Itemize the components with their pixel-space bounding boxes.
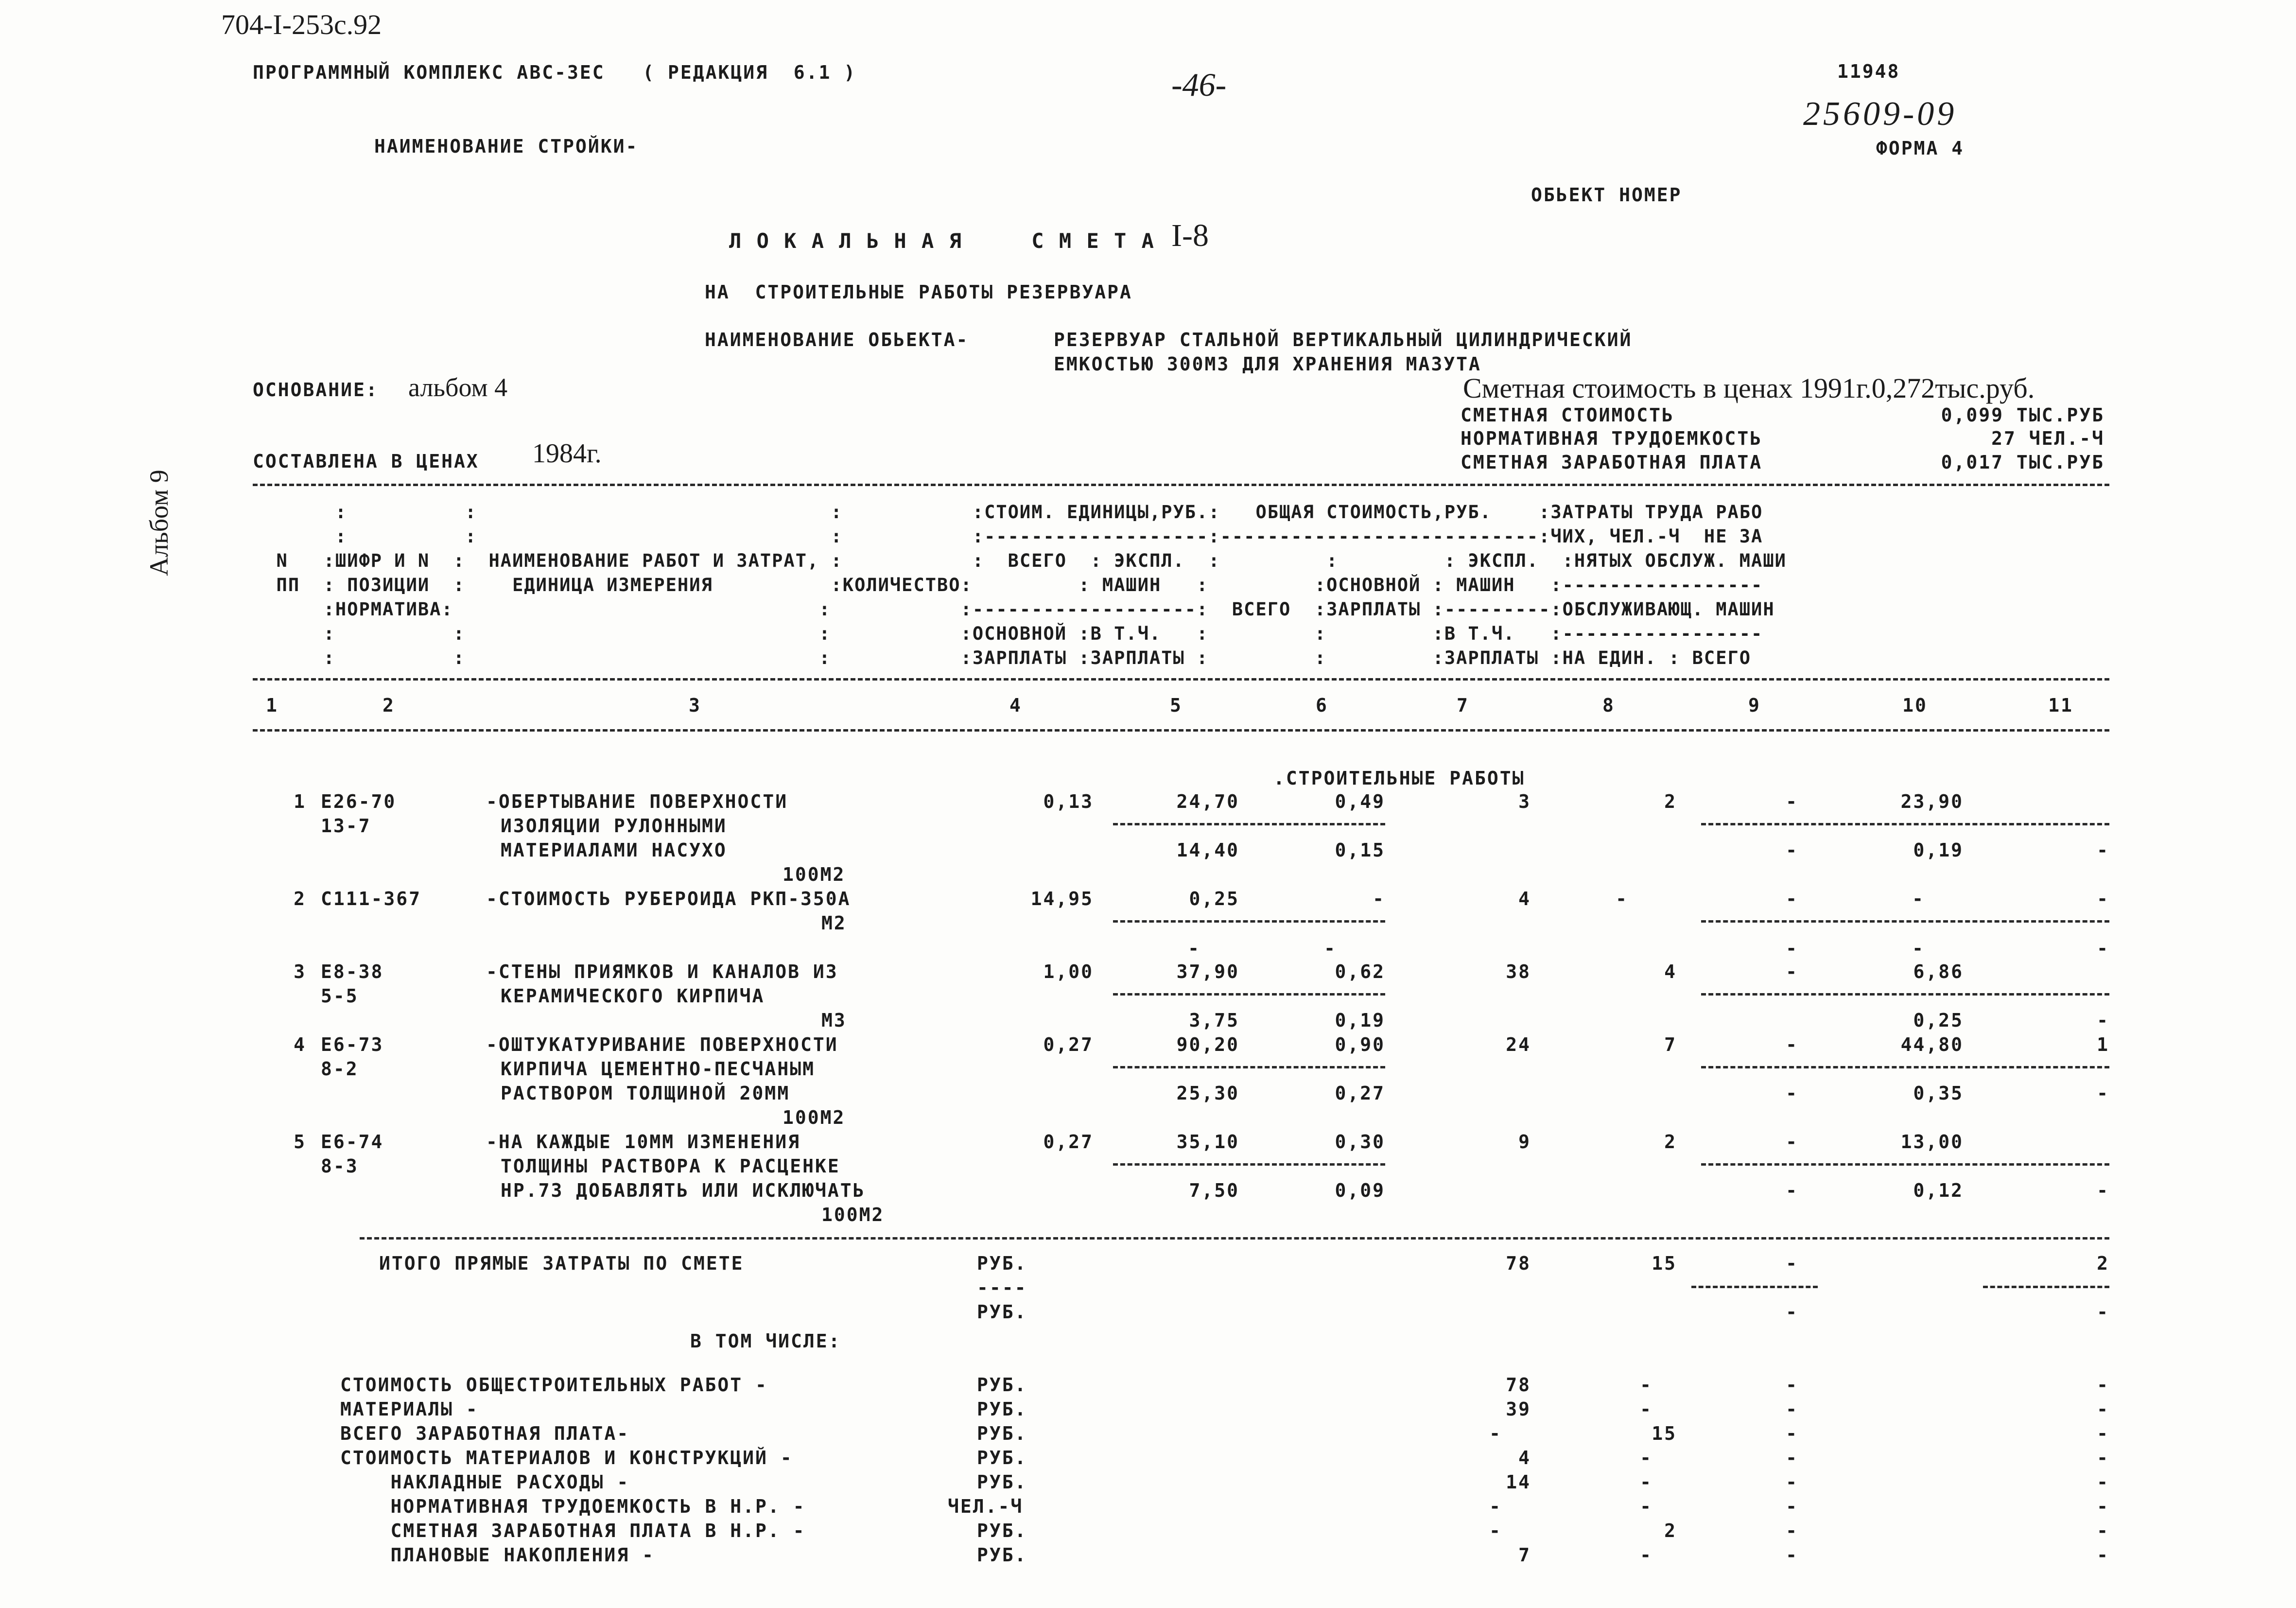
row-machine-total: - xyxy=(1786,961,1798,982)
row-labor-total: 1 xyxy=(2097,1034,2109,1055)
row-machine-wage: 0,15 xyxy=(1335,839,1385,861)
including-label: В ТОМ ЧИСЛЕ: xyxy=(690,1330,841,1352)
row-basic-wage: 2 xyxy=(1664,1131,1677,1153)
breakdown-cost: - xyxy=(1489,1520,1502,1541)
column-number: 6 xyxy=(1316,695,1328,716)
breakdown-cost: - xyxy=(1489,1423,1502,1444)
breakdown-wage: - xyxy=(1640,1471,1652,1493)
total-machine: - xyxy=(1786,1253,1798,1274)
row-code: С111-367 xyxy=(321,888,422,909)
column-number: 10 xyxy=(1902,695,1928,716)
row-name: -ОБЕРТЫВАНИЕ ПОВЕРХНОСТИ xyxy=(486,791,788,812)
breakdown-machine: - xyxy=(1786,1423,1798,1444)
row-unit-cost: 37,90 xyxy=(1176,961,1239,982)
row-machine-wage-total: - xyxy=(1786,938,1798,959)
row-labor-unit: - xyxy=(1912,888,1925,909)
header-line: : : : :ЗАРПЛАТЫ :ЗАРПЛАТЫ : : :ЗАРПЛАТЫ :НА ЕДИН. : ВСЕГО xyxy=(253,647,1752,668)
breakdown-label: СТОИМОСТЬ ОБЩЕСТРОИТЕЛЬНЫХ РАБОТ - xyxy=(340,1374,768,1396)
row-number: 4 xyxy=(294,1034,306,1055)
total-service: - xyxy=(2097,1301,2109,1323)
row-machine-cost: 0,30 xyxy=(1335,1131,1385,1153)
row-subrule xyxy=(1113,993,1385,996)
breakdown-wage: - xyxy=(1640,1374,1652,1396)
summary-value-3: 0,017 ТЫС.РУБ xyxy=(1941,452,2105,473)
breakdown-unit: РУБ. xyxy=(977,1520,1027,1541)
row-labor-unit: 23,90 xyxy=(1900,791,1964,812)
section-title: .СТРОИТЕЛЬНЫЕ РАБОТЫ xyxy=(1273,768,1525,789)
row-service-total: - xyxy=(2097,1180,2109,1201)
construction-label: НАИМЕНОВАНИЕ СТРОЙКИ- xyxy=(374,136,639,157)
page-number: -46- xyxy=(1171,66,1227,103)
totals-rule xyxy=(360,1237,2109,1240)
breakdown-machine: - xyxy=(1786,1398,1798,1420)
breakdown-unit: РУБ. xyxy=(977,1398,1027,1420)
row-unit-wage: - xyxy=(1188,938,1200,959)
row-subrule xyxy=(1113,1163,1385,1166)
breakdown-label: НОРМАТИВНАЯ ТРУДОЕМКОСТЬ В Н.Р. - xyxy=(340,1496,806,1517)
total-labor: 2 xyxy=(2097,1253,2109,1274)
breakdown-cost: 78 xyxy=(1506,1374,1531,1396)
breakdown-labor: - xyxy=(2097,1496,2109,1517)
breakdown-wage: 15 xyxy=(1652,1423,1677,1444)
header-line: ПП : ПОЗИЦИИ : ЕДИНИЦА ИЗМЕРЕНИЯ :КОЛИЧЕСТВО: : МАШИН : :ОСНОВНОЙ : МАШИН :----------------- xyxy=(253,575,1763,595)
header-line: : : : :ОСНОВНОЙ :В Т.Ч. : : :В Т.Ч. :----------------- xyxy=(253,623,1763,644)
row-machine-wage: 0,27 xyxy=(1335,1083,1385,1104)
breakdown-label: СМЕТНАЯ ЗАРАБОТНАЯ ПЛАТА В Н.Р. - xyxy=(340,1520,806,1541)
row-code-sub: 5-5 xyxy=(321,985,359,1007)
estimate-subtitle: НА СТРОИТЕЛЬНЫЕ РАБОТЫ РЕЗЕРВУАРА xyxy=(705,281,1132,303)
breakdown-unit: РУБ. xyxy=(977,1544,1027,1566)
breakdown-labor: - xyxy=(2097,1520,2109,1541)
header-line: : : : :СТОИМ. ЕДИНИЦЫ,РУБ.: ОБЩАЯ СТОИМОСТЬ,РУБ. :ЗАТРАТЫ ТРУДА РАБО xyxy=(253,502,1763,523)
breakdown-unit: РУБ. xyxy=(977,1374,1027,1396)
breakdown-machine: - xyxy=(1786,1374,1798,1396)
stamp-number: 25609-09 xyxy=(1803,95,1957,133)
row-machine-total: - xyxy=(1786,791,1798,812)
row-machine-cost: 0,49 xyxy=(1335,791,1385,812)
row-unit: М3 xyxy=(821,1010,847,1031)
total-unit-rule: ---- xyxy=(977,1277,1027,1298)
row-unit-cost: 0,25 xyxy=(1189,888,1239,909)
breakdown-machine: - xyxy=(1786,1471,1798,1493)
table-top-rule xyxy=(253,484,2109,486)
total-subrule xyxy=(1983,1286,2109,1288)
row-labor-unit: 6,86 xyxy=(1913,961,1964,982)
row-number: 1 xyxy=(294,791,306,812)
row-service-unit: 0,12 xyxy=(1913,1180,1964,1201)
row-total: 3 xyxy=(1518,791,1531,812)
breakdown-unit: РУБ. xyxy=(977,1423,1027,1444)
header-line: N :ШИФР И N : НАИМЕНОВАНИЕ РАБОТ И ЗАТРАТ, : : ВСЕГО : ЭКСПЛ. : : : ЭКСПЛ. :НЯТЫХ ОБСЛУЖ. МАШИ xyxy=(253,550,1787,571)
total-cost: 78 xyxy=(1506,1253,1531,1274)
numbers-bottom-rule xyxy=(253,729,2109,732)
row-unit: 100М2 xyxy=(821,1204,885,1225)
handwritten-cost: Сметная стоимость в ценах 1991г.0,272тыс.руб. xyxy=(1463,372,2035,404)
breakdown-cost: 7 xyxy=(1518,1544,1531,1566)
row-name: КИРПИЧА ЦЕМЕНТНО-ПЕСЧАНЫМ xyxy=(501,1058,815,1080)
total-subrule xyxy=(1691,1286,1818,1288)
row-unit-cost: 90,20 xyxy=(1176,1034,1239,1055)
prices-value: 1984г. xyxy=(532,438,602,469)
row-machine-wage-total: - xyxy=(1786,839,1798,861)
row-unit-wage: 3,75 xyxy=(1189,1010,1239,1031)
basis-value: альбом 4 xyxy=(408,373,508,402)
row-code-sub: 8-3 xyxy=(321,1155,359,1177)
row-machine-cost: - xyxy=(1373,888,1385,909)
column-number: 7 xyxy=(1457,695,1469,716)
row-name: -СТОИМОСТЬ РУБЕРОИДА РКП-350А xyxy=(486,888,851,909)
basis-label: ОСНОВАНИЕ: xyxy=(253,379,379,401)
breakdown-labor: - xyxy=(2097,1374,2109,1396)
breakdown-labor: - xyxy=(2097,1423,2109,1444)
row-number: 2 xyxy=(294,888,306,909)
row-name: ТОЛЩИНЫ РАСТВОРА К РАСЦЕНКЕ xyxy=(501,1155,840,1177)
row-service-unit: 0,25 xyxy=(1913,1010,1964,1031)
breakdown-labor: - xyxy=(2097,1447,2109,1468)
breakdown-cost: 4 xyxy=(1518,1447,1531,1468)
header-line: :НОРМАТИВА: : :-------------------: ВСЕГО :ЗАРПЛАТЫ :---------:ОБСЛУЖИВАЮЩ. МАШИН xyxy=(253,599,1775,620)
row-machine-wage-total: - xyxy=(1786,1083,1798,1104)
prices-label: СОСТАВЛЕНА В ЦЕНАХ xyxy=(253,451,479,472)
breakdown-cost: - xyxy=(1489,1496,1502,1517)
breakdown-labor: - xyxy=(2097,1471,2109,1493)
breakdown-machine: - xyxy=(1786,1520,1798,1541)
breakdown-label: МАТЕРИАЛЫ - xyxy=(340,1398,479,1420)
row-quantity: 0,27 xyxy=(1043,1131,1094,1153)
total-unit-2: РУБ. xyxy=(977,1301,1027,1323)
row-total: 24 xyxy=(1506,1034,1531,1055)
column-number: 5 xyxy=(1170,695,1183,716)
column-number: 3 xyxy=(689,695,701,716)
total-label: ИТОГО ПРЯМЫЕ ЗАТРАТЫ ПО СМЕТЕ xyxy=(379,1253,744,1274)
row-subrule xyxy=(1701,1163,2109,1166)
row-unit-wage: 25,30 xyxy=(1176,1083,1239,1104)
header-bottom-rule xyxy=(253,678,2109,681)
row-name: -СТЕНЫ ПРИЯМКОВ И КАНАЛОВ ИЗ xyxy=(486,961,838,982)
breakdown-wage: - xyxy=(1640,1398,1652,1420)
row-service-unit: 0,19 xyxy=(1913,839,1964,861)
row-machine-total: - xyxy=(1786,1034,1798,1055)
row-name: НР.73 ДОБАВЛЯТЬ ИЛИ ИСКЛЮЧАТЬ xyxy=(501,1180,866,1201)
row-name: КЕРАМИЧЕСКОГО КИРПИЧА xyxy=(501,985,765,1007)
row-machine-cost: 0,90 xyxy=(1335,1034,1385,1055)
row-machine-wage: 0,09 xyxy=(1335,1180,1385,1201)
header-line: : : : :-------------------:---------------------------:ЧИХ, ЧЕЛ.-Ч НЕ ЗА xyxy=(253,526,1763,547)
row-code: Е6-74 xyxy=(321,1131,384,1153)
row-subrule xyxy=(1113,823,1385,825)
row-quantity: 0,27 xyxy=(1043,1034,1094,1055)
breakdown-wage: - xyxy=(1640,1447,1652,1468)
breakdown-unit: РУБ. xyxy=(977,1471,1027,1493)
row-machine-total: - xyxy=(1786,888,1798,909)
row-machine-cost: 0,62 xyxy=(1335,961,1385,982)
row-basic-wage: 7 xyxy=(1664,1034,1677,1055)
breakdown-cost: 39 xyxy=(1506,1398,1531,1420)
estimate-number: I-8 xyxy=(1171,218,1209,253)
summary-value-2: 27 ЧЕЛ.-Ч xyxy=(1991,428,2105,449)
row-basic-wage: 2 xyxy=(1664,791,1677,812)
row-unit: 100М2 xyxy=(783,1107,846,1128)
summary-label-1: СМЕТНАЯ СТОИМОСТЬ xyxy=(1461,404,1674,426)
row-code: Е26-70 xyxy=(321,791,397,812)
row-subrule xyxy=(1701,1066,2109,1068)
row-name: РАСТВОРОМ ТОЛЩИНОЙ 20ММ xyxy=(501,1083,790,1104)
row-unit-cost: 35,10 xyxy=(1176,1131,1239,1153)
row-service-total: - xyxy=(2097,938,2109,959)
total-machine-wage: - xyxy=(1786,1301,1798,1323)
row-labor-unit: 44,80 xyxy=(1900,1034,1964,1055)
column-number: 11 xyxy=(2048,695,2073,716)
summary-label-3: СМЕТНАЯ ЗАРАБОТНАЯ ПЛАТА xyxy=(1461,452,1763,473)
row-name: МАТЕРИАЛАМИ НАСУХО xyxy=(501,839,727,861)
row-unit: М2 xyxy=(821,912,847,934)
row-quantity: 1,00 xyxy=(1043,961,1094,982)
breakdown-label: ПЛАНОВЫЕ НАКОПЛЕНИЯ - xyxy=(340,1544,655,1566)
breakdown-label: НАКЛАДНЫЕ РАСХОДЫ - xyxy=(340,1471,630,1493)
row-service-unit: - xyxy=(1912,938,1925,959)
row-name: -ОШТУКАТУРИВАНИЕ ПОВЕРХНОСТИ xyxy=(486,1034,838,1055)
row-labor-total: - xyxy=(2097,888,2109,909)
row-number: 3 xyxy=(294,961,306,982)
row-name: ИЗОЛЯЦИИ РУЛОННЫМИ xyxy=(501,815,727,837)
form-number: ФОРМА 4 xyxy=(1876,138,1965,159)
row-unit-cost: 24,70 xyxy=(1176,791,1239,812)
total-unit: РУБ. xyxy=(977,1253,1027,1274)
breakdown-labor: - xyxy=(2097,1544,2109,1566)
breakdown-cost: 14 xyxy=(1506,1471,1531,1493)
object-label: НАИМЕНОВАНИЕ ОБЬЕКТА- xyxy=(705,329,969,350)
row-machine-wage-total: - xyxy=(1786,1180,1798,1201)
column-number: 1 xyxy=(266,695,278,716)
breakdown-wage: - xyxy=(1640,1544,1652,1566)
row-total: 9 xyxy=(1518,1131,1531,1153)
row-basic-wage: 4 xyxy=(1664,961,1677,982)
row-unit-wage: 14,40 xyxy=(1176,839,1239,861)
breakdown-labor: - xyxy=(2097,1398,2109,1420)
row-service-total: - xyxy=(2097,1010,2109,1031)
estimate-title: Л О К А Л Ь Н А Я С М Е Т А xyxy=(729,229,1155,253)
row-subrule xyxy=(1113,1066,1385,1068)
summary-value-1: 0,099 ТЫС.РУБ xyxy=(1941,404,2105,426)
row-subrule xyxy=(1701,993,2109,996)
row-subrule xyxy=(1113,920,1385,923)
row-unit: 100М2 xyxy=(783,864,846,885)
row-machine-wage: 0,19 xyxy=(1335,1010,1385,1031)
breakdown-wage: 2 xyxy=(1664,1520,1677,1541)
row-quantity: 0,13 xyxy=(1043,791,1094,812)
row-total: 38 xyxy=(1506,961,1531,982)
row-total: 4 xyxy=(1518,888,1531,909)
column-number: 4 xyxy=(1009,695,1022,716)
column-number: 8 xyxy=(1602,695,1615,716)
breakdown-label: ВСЕГО ЗАРАБОТНАЯ ПЛАТА- xyxy=(340,1423,630,1444)
row-service-total: - xyxy=(2097,1083,2109,1104)
row-machine-total: - xyxy=(1786,1131,1798,1153)
row-code-sub: 13-7 xyxy=(321,815,371,837)
row-labor-unit: 13,00 xyxy=(1900,1131,1964,1153)
breakdown-wage: - xyxy=(1640,1496,1652,1517)
row-machine-wage: - xyxy=(1324,938,1337,959)
total-wage: 15 xyxy=(1652,1253,1677,1274)
document-code: 704-I-253c.92 xyxy=(221,9,382,40)
breakdown-unit: ЧЕЛ.-Ч xyxy=(948,1496,1024,1517)
breakdown-unit: РУБ. xyxy=(977,1447,1027,1468)
row-subrule xyxy=(1701,823,2109,825)
object-name-line1: РЕЗЕРВУАР СТАЛЬНОЙ ВЕРТИКАЛЬНЫЙ ЦИЛИНДРИЧЕСКИЙ xyxy=(1054,329,1633,350)
row-unit-wage: 7,50 xyxy=(1189,1180,1239,1201)
breakdown-machine: - xyxy=(1786,1496,1798,1517)
row-number: 5 xyxy=(294,1131,306,1153)
row-service-unit: 0,35 xyxy=(1913,1083,1964,1104)
code-top: 11948 xyxy=(1837,61,1900,82)
row-name: -НА КАЖДЫЕ 10ММ ИЗМЕНЕНИЯ xyxy=(486,1131,800,1153)
row-quantity: 14,95 xyxy=(1030,888,1094,909)
row-service-total: - xyxy=(2097,839,2109,861)
column-number: 2 xyxy=(383,695,395,716)
row-subrule xyxy=(1701,920,2109,923)
object-number: ОБЬЕКТ НОМЕР xyxy=(1531,184,1682,206)
summary-label-2: НОРМАТИВНАЯ ТРУДОЕМКОСТЬ xyxy=(1461,428,1763,449)
breakdown-machine: - xyxy=(1786,1544,1798,1566)
object-name-line2: ЕМКОСТЬЮ 300М3 ДЛЯ ХРАНЕНИЯ МАЗУТА xyxy=(1054,353,1481,375)
row-code: Е6-73 xyxy=(321,1034,384,1055)
row-code: Е8-38 xyxy=(321,961,384,982)
breakdown-label: СТОИМОСТЬ МАТЕРИАЛОВ И КОНСТРУКЦИЙ - xyxy=(340,1447,793,1468)
program-name: ПРОГРАММНЫЙ КОМПЛЕКС АВС-3ЕС ( РЕДАКЦИЯ 6.1 ) xyxy=(253,62,857,83)
breakdown-machine: - xyxy=(1786,1447,1798,1468)
row-code-sub: 8-2 xyxy=(321,1058,359,1080)
row-basic-wage: - xyxy=(1616,888,1628,909)
album-side-note: Альбом 9 xyxy=(144,470,174,576)
column-number: 9 xyxy=(1748,695,1761,716)
